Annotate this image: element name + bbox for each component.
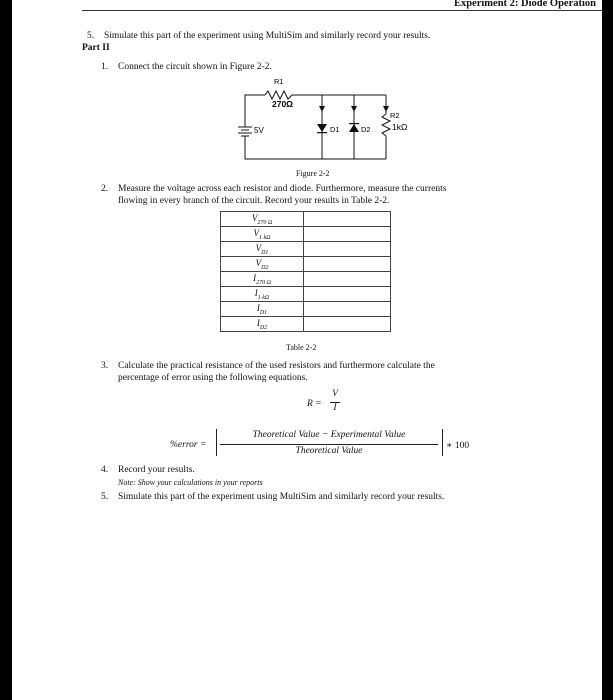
table-row-label <box>221 227 304 242</box>
r1-value-label: 270Ω <box>272 99 293 109</box>
quantity-symbol: I <box>256 317 260 328</box>
abs-bar-left <box>216 429 217 456</box>
step-5-number: 5. <box>101 492 109 502</box>
r2-resistor <box>382 114 390 136</box>
wire-left-bottom <box>245 136 386 159</box>
step-4-text: Record your results. <box>118 465 195 475</box>
r2-name-label: R2 <box>390 111 400 120</box>
table-row-label <box>221 212 304 227</box>
step-2-line-1: Measure the voltage across each resistor and diode. Furthermore, measure the currents <box>118 184 447 194</box>
step-1-text: Connect the circuit shown in Figure 2-2. <box>118 62 272 72</box>
arrow-2-head <box>351 106 357 112</box>
table-value-cell[interactable] <box>304 257 391 272</box>
r-equation-lhs: R = <box>307 399 322 409</box>
step-2-line-2: flowing in every branch of the circuit. Record your results in Table 2-2. <box>118 196 390 206</box>
table-value-cell[interactable] <box>304 272 391 287</box>
wire-left-top <box>245 95 265 127</box>
r1-resistor <box>265 91 292 99</box>
step-2-number: 2. <box>101 184 109 194</box>
table-row-label <box>221 242 304 257</box>
step-4-note: Note: Show your calculations in your reports <box>118 478 263 487</box>
table-row-label <box>221 302 304 317</box>
r2-value-label: 1kΩ <box>392 122 408 132</box>
d1-diode-bar <box>317 132 327 133</box>
table-row <box>221 257 391 272</box>
r1-name-label: R1 <box>274 77 284 86</box>
table-row-label <box>221 272 304 287</box>
table-value-cell[interactable] <box>304 227 391 242</box>
table-value-cell[interactable] <box>304 317 391 332</box>
quantity-symbol: I <box>254 287 258 298</box>
results-table <box>220 211 391 332</box>
d2-diode-bar <box>349 123 359 124</box>
table-row-label <box>221 287 304 302</box>
table-value-cell[interactable] <box>304 302 391 317</box>
step-4-number: 4. <box>101 465 109 475</box>
table-value-cell[interactable] <box>304 287 391 302</box>
step-3-line-2: percentage of error using the following equations. <box>118 373 308 383</box>
error-equation-denominator: Theoretical Value <box>295 446 363 456</box>
r-equation-denominator: I <box>333 403 337 413</box>
r-equation-numerator: V <box>332 389 338 399</box>
step-1-number: 1. <box>101 62 109 72</box>
part-title: Part II <box>82 43 110 53</box>
quantity-symbol: V <box>255 257 262 268</box>
header-rule <box>82 10 602 11</box>
error-equation-numerator: Theoretical Value − Experimental Value <box>252 430 406 440</box>
table-row-label <box>221 257 304 272</box>
quantity-subscript: D2 <box>261 264 269 271</box>
circuit-diagram <box>222 74 422 174</box>
d2-diode-symbol <box>349 124 359 132</box>
quantity-symbol: V <box>251 212 258 223</box>
step-5-text: Simulate this part of the experiment using MultiSim and similarly record your results. <box>118 492 445 502</box>
quantity-subscript: 1 kΩ <box>257 294 270 301</box>
quantity-subscript: D1 <box>259 309 268 316</box>
abs-bar-right <box>442 429 443 456</box>
error-equation-multiplier: ∗ 100 <box>446 441 470 451</box>
quantity-symbol: V <box>255 242 262 253</box>
d1-diode-symbol <box>317 124 327 132</box>
top-item-text: Simulate this part of the experiment using MultiSim and similarly record your results. <box>104 31 431 41</box>
top-item-number: 5. <box>87 31 95 41</box>
table-row <box>221 242 391 257</box>
quantity-subscript: D1 <box>261 249 269 256</box>
table-row <box>221 272 391 287</box>
table-value-cell[interactable] <box>304 212 391 227</box>
table-row <box>221 287 391 302</box>
quantity-subscript: D2 <box>259 324 268 331</box>
quantity-subscript: 270 Ω <box>257 219 273 226</box>
document-page <box>12 0 602 700</box>
quantity-symbol: I <box>253 272 257 283</box>
table-row <box>221 227 391 242</box>
arrow-3-head <box>383 106 389 112</box>
source-label: 5V <box>254 126 264 135</box>
quantity-subscript: 1 kΩ <box>258 234 271 241</box>
table-row-label <box>221 317 304 332</box>
table-row <box>221 212 391 227</box>
step-3-line-1: Calculate the practical resistance of the used resistors and furthermore calculate the <box>118 361 435 371</box>
quantity-symbol: I <box>256 302 260 313</box>
d1-label: D1 <box>330 125 340 134</box>
figure-caption: Figure 2-2 <box>296 169 330 178</box>
quantity-symbol: V <box>253 227 259 238</box>
d2-label: D2 <box>361 125 371 134</box>
quantity-subscript: 270 Ω <box>256 279 271 286</box>
table-row <box>221 302 391 317</box>
table-value-cell[interactable] <box>304 242 391 257</box>
error-equation-fraction-bar <box>220 444 438 445</box>
error-equation-lhs: %error = <box>170 440 207 450</box>
step-3-number: 3. <box>101 361 109 371</box>
table-row <box>221 317 391 332</box>
arrow-1-head <box>319 106 325 112</box>
table-caption: Table 2-2 <box>286 343 317 352</box>
page-header-title: Experiment 2: Diode Operation <box>453 0 596 9</box>
